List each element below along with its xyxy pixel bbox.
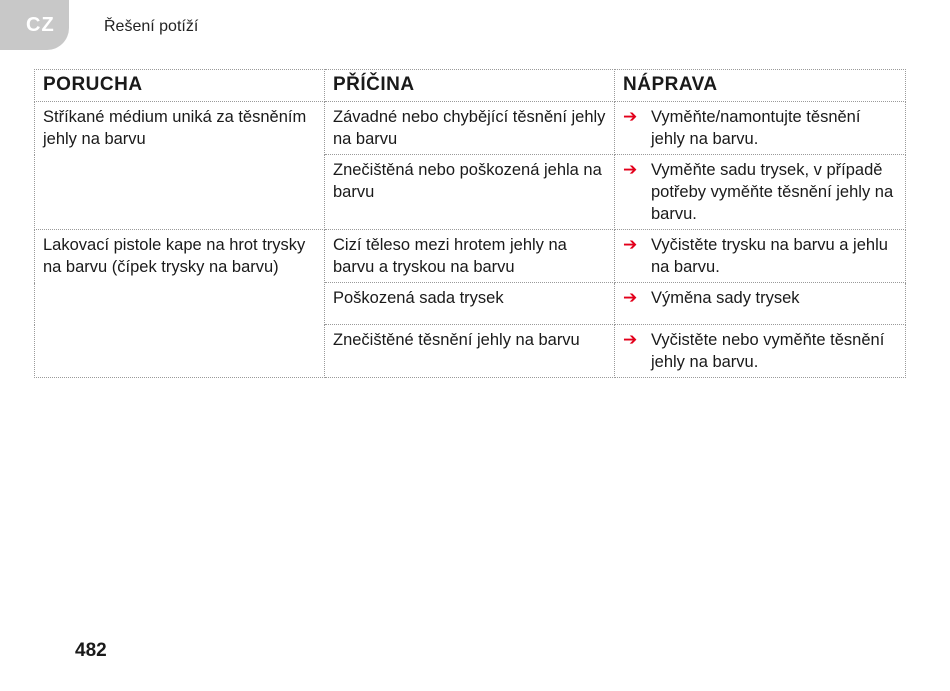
arrow-right-icon: ➔ xyxy=(623,107,638,126)
cause-cell: Poškozená sada trysek xyxy=(325,283,615,325)
header-cause: PŘÍČINA xyxy=(325,70,615,102)
header-fault: PORUCHA xyxy=(35,70,325,102)
table-row xyxy=(35,230,906,283)
cause-cell: Závadné nebo chybějící těsnění jehly na barvu xyxy=(325,102,615,155)
fault-cell: Lakovací pistole kape na hrot trysky na barvu (čípek trysky na barvu) xyxy=(35,230,325,378)
remedy-cell xyxy=(615,102,906,155)
remedy-cell xyxy=(615,283,906,325)
language-tab xyxy=(0,0,69,50)
remedy-text: Vyčistěte nebo vyměňte těsnění jehly na barvu. xyxy=(651,331,885,371)
table-row xyxy=(35,102,906,155)
remedy-cell xyxy=(615,230,906,283)
troubleshooting-table xyxy=(34,69,906,378)
arrow-right-icon: ➔ xyxy=(623,330,638,349)
cause-cell: Znečištěné těsnění jehly na barvu xyxy=(325,325,615,378)
header-remedy: NÁPRAVA xyxy=(615,70,906,102)
table-header-row xyxy=(35,70,906,102)
arrow-right-icon: ➔ xyxy=(623,235,638,254)
arrow-right-icon: ➔ xyxy=(623,160,638,179)
page-number: 482 xyxy=(75,640,107,661)
cause-cell: Cizí těleso mezi hrotem jehly na barvu a tryskou na barvu xyxy=(325,230,615,283)
remedy-text: Vyčistěte trysku na barvu a jehlu na barvu. xyxy=(651,236,888,276)
arrow-right-icon: ➔ xyxy=(623,288,638,307)
cause-cell: Znečištěná nebo poškozená jehla na barvu xyxy=(325,155,615,230)
language-code: CZ xyxy=(26,13,55,36)
fault-cell: Stříkané médium uniká za těsněním jehly na barvu xyxy=(35,102,325,230)
remedy-text: Vyměňte/namontujte těsnění jehly na barvu. xyxy=(651,108,861,148)
remedy-text: Vyměňte sadu trysek, v případě potřeby vyměňte těsnění jehly na barvu. xyxy=(651,161,894,223)
remedy-text: Výměna sady trysek xyxy=(651,289,800,307)
remedy-cell xyxy=(615,155,906,230)
remedy-cell xyxy=(615,325,906,378)
section-title: Řešení potíží xyxy=(104,18,199,35)
